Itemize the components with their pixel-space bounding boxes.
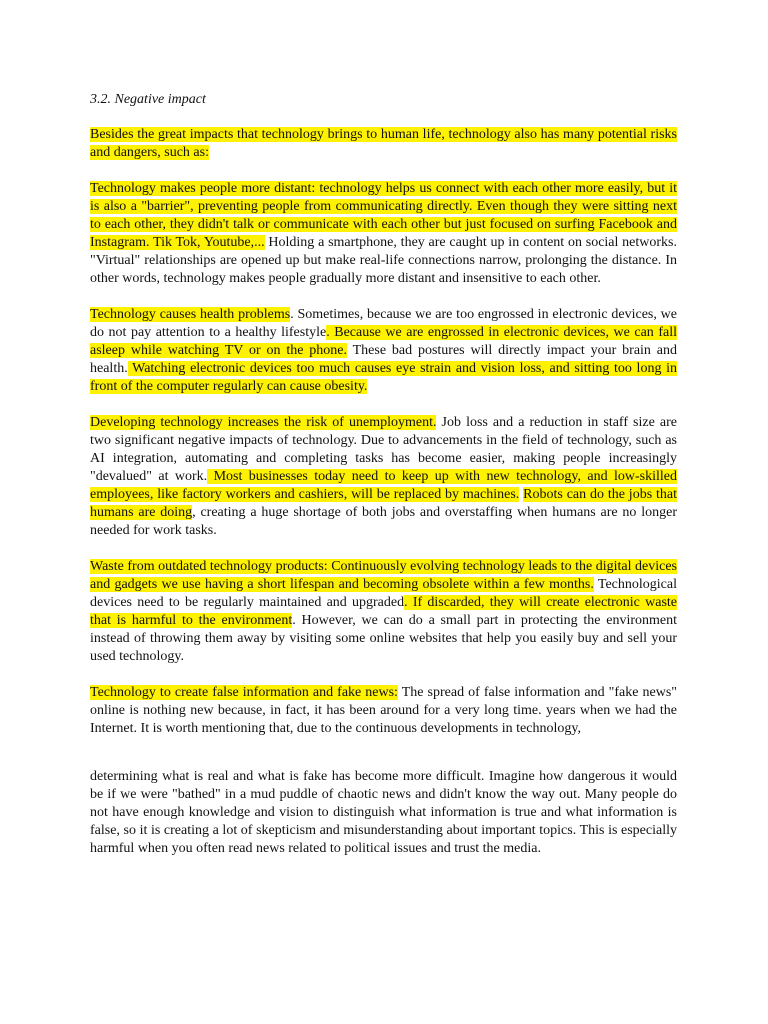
highlighted-text: Most businesses today need to keep up with new technology, and low-skilled employees, like factory workers and cashiers, will be replaced by machines. (90, 469, 677, 502)
highlighted-text: Developing technology increases the risk of unemployment. (90, 415, 437, 430)
section-heading: 3.2. Negative impact (90, 92, 206, 107)
body-text: Holding a smartphone, they are caught up in content on social networks. "Virtual" relationships are opened up but make real-life connections narrow, prolonging the distance. In other words, technology makes people gradually more distant and insensitive to each other. (90, 235, 677, 286)
highlighted-text: . Because we are engrossed in electronic devices, we can fall asleep while watching TV or on the phone. (90, 325, 677, 358)
paragraph-health (90, 306, 677, 396)
document-body (90, 91, 677, 876)
body-text: , creating a huge shortage of both jobs and overstaffing when humans are no longer needed for work tasks. (90, 505, 677, 538)
paragraph-unemployment (90, 414, 677, 540)
highlighted-text: Technology makes people more distant: technology helps us connect with each other more easily, but it is also a "barrier", preventing people from communicating directly. Even though they were sitting next to each other, they didn't talk or communicate with each other but just focused on surfing Facebook and Instagram. Tik Tok, Youtube,... (90, 181, 677, 250)
highlighted-text: Besides the great impacts that technology brings to human life, technology also has many potential risks and dangers, such as: (90, 127, 677, 160)
body-text: Technological devices need to be regularly maintained and upgraded (90, 577, 677, 610)
body-text: Job loss and a reduction in staff size are two significant negative impacts of technology. Due to advancements in the field of technology, such as AI integration, automating and completing tasks has become easier, making people increasingly "devalued" at work. (90, 415, 677, 484)
paragraph-fake-news (90, 684, 677, 738)
body-text: . Sometimes, because we are too engrossed in electronic devices, we do not pay attention to a healthy lifestyle (90, 307, 677, 340)
body-text: These bad postures will directly impact your brain and health. (90, 343, 677, 376)
paragraph-distance (90, 180, 677, 288)
highlighted-text: Watching electronic devices too much causes eye strain and vision loss, and sitting too long in front of the computer regularly can cause obesity. (90, 361, 677, 394)
paragraph-fake-news-continued: determining what is real and what is fake has become more difficult. Imagine how dangerous it would be if we were "bathed" in a mud puddle of chaotic news and didn't know the way out. Many people do not have enough knowledge and vision to distinguish what information is true and what information is false, so it is creating a lot of skepticism and misunderstanding about important topics. This is especially harmful when you often read news related to political issues and trust the media. (90, 769, 677, 856)
body-text: The spread of false information and "fake news" online is nothing new because, in fact, it has been around for a very long time. years when we had the Internet. It is worth mentioning that, due to the continuous developments in technology, (90, 685, 677, 736)
intro-paragraph (90, 126, 677, 162)
paragraph-waste (90, 558, 677, 666)
highlighted-text: . If discarded, they will create electronic waste that is harmful to the environment (90, 595, 677, 628)
body-text: . However, we can do a small part in protecting the environment instead of throwing them away by visiting some online websites that help you easily buy and sell your used technology. (90, 613, 677, 664)
highlighted-text: Technology to create false information and fake news: (90, 685, 398, 700)
highlighted-text: Waste from outdated technology products: Continuously evolving technology leads to the digital devices and gadgets we use having a short lifespan and becoming obsolete within a few months. (90, 559, 677, 592)
highlighted-text: Robots can do the jobs that humans are doing (90, 487, 677, 520)
highlighted-text: Technology causes health problems (90, 307, 291, 322)
